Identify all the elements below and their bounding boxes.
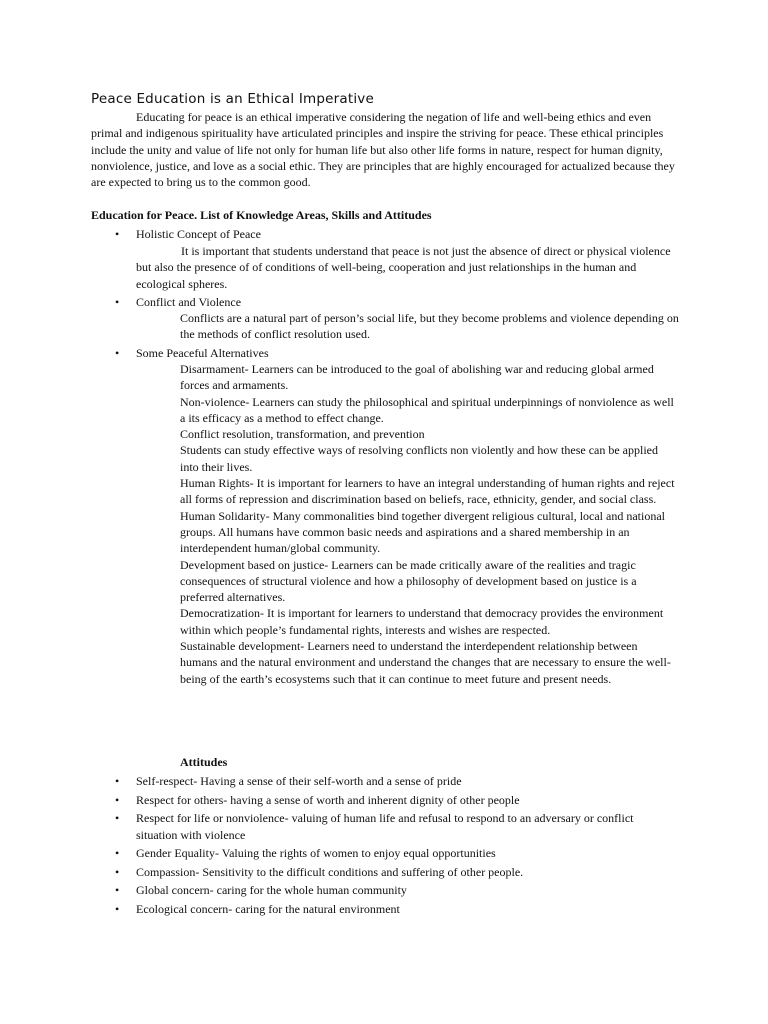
bullet-icon: • bbox=[115, 295, 120, 309]
bullet-icon: • bbox=[115, 846, 120, 860]
attitudes-heading: Attitudes bbox=[180, 755, 228, 769]
section-heading: Education for Peace. List of Knowledge Areas, Skills and Attitudes bbox=[91, 208, 432, 222]
list-item bbox=[115, 882, 675, 899]
alternative-students-study: Students can study effective ways of resolving conflicts non violently and how these can be applied into their lives. bbox=[180, 443, 658, 474]
bullet-label-alternatives: Some Peaceful Alternatives bbox=[136, 346, 269, 360]
knowledge-list-alternatives bbox=[115, 345, 675, 361]
bullet-icon: • bbox=[115, 346, 120, 360]
attitude-respect-life: Respect for life or nonviolence- valuing of human life and refusal to respond to an adversary or conflict situation with violence bbox=[136, 811, 634, 842]
attitude-respect-others: Respect for others- having a sense of worth and inherent dignity of other people bbox=[136, 792, 520, 807]
list-item bbox=[115, 773, 675, 790]
attitude-compassion: Compassion- Sensitivity to the difficult conditions and suffering of other people. bbox=[136, 864, 524, 879]
list-item bbox=[115, 845, 675, 862]
holistic-description: It is important that students understand that peace is not just the absence of direct or physical violence but also the presence of of conditions of well-being, cooperation and just relationships in the human and ecological spheres. bbox=[136, 244, 671, 291]
attitude-ecological-concern: Ecological concern- caring for the natural environment bbox=[136, 901, 400, 916]
alternative-conflict-resolution: Conflict resolution, transformation, and prevention bbox=[180, 427, 425, 442]
alternative-human-rights: Human Rights- It is important for learners to have an integral understanding of human rights and reject all forms of repression and discrimination based on beliefs, race, ethnicity, gender, and social class. bbox=[180, 476, 675, 507]
intro-paragraph: Educating for peace is an ethical imperative considering the negation of life and well-being ethics and even primal and indigenous spirituality have articulated principles and inspire the striving for peace. These ethical principles include the unity and value of life not only for human life but also other life forms in nature, respect for human dignity, nonviolence, justice, and love as a social ethic. They are principles that are highly encouraged for actualized because they are expected to bring us to the common good. bbox=[91, 110, 675, 190]
list-item bbox=[115, 864, 675, 881]
alternative-disarmament: Disarmament- Learners can be introduced to the goal of abolishing war and reducing global armed forces and armaments. bbox=[180, 362, 654, 393]
list-item bbox=[115, 901, 675, 918]
bullet-icon: • bbox=[115, 864, 120, 879]
knowledge-list-conflict bbox=[115, 294, 675, 310]
alternative-democratization: Democratization- It is important for learners to understand that democracy provides the environment within which people’s fundamental rights, interests and wishes are respected. bbox=[180, 606, 664, 637]
bullet-icon: • bbox=[115, 883, 120, 897]
alternative-development-justice: Development based on justice- Learners can be made critically aware of the realities and tragic consequences of structural violence and how a philosophy of development based on justice is a preferred alternatives. bbox=[180, 557, 637, 605]
bullet-label-holistic: Holistic Concept of Peace bbox=[136, 227, 261, 241]
bullet-label-conflict: Conflict and Violence bbox=[136, 295, 242, 309]
list-item bbox=[115, 294, 675, 310]
conflict-description: Conflicts are a natural part of person’s social life, but they become problems and violence depending on the methods of conflict resolution used. bbox=[180, 311, 679, 342]
alternative-human-solidarity: Human Solidarity- Many commonalities bind together divergent religious cultural, local and national groups. All humans have common basic needs and aspirations and a shared membership in an interdependent human/global community. bbox=[180, 508, 665, 556]
bullet-icon: • bbox=[115, 227, 120, 241]
bullet-icon: • bbox=[115, 792, 120, 807]
attitude-global-concern: Global concern- caring for the whole human community bbox=[136, 883, 407, 897]
list-item bbox=[115, 792, 675, 809]
list-item bbox=[115, 810, 675, 843]
alternative-non-violence: Non-violence- Learners can study the philosophical and spiritual underpinnings of nonviolence as well a its efficacy as a method to effect change. bbox=[180, 394, 674, 425]
knowledge-list-holistic bbox=[115, 226, 675, 242]
attitude-gender-equality: Gender Equality- Valuing the rights of women to enjoy equal opportunities bbox=[136, 846, 496, 860]
peaceful-alternatives-block bbox=[180, 361, 675, 687]
list-item bbox=[115, 226, 675, 242]
attitudes-list bbox=[115, 773, 675, 919]
alternative-sustainable-development: Sustainable development- Learners need to understand the interdependent relationship between humans and the natural environment and understand the changes that are necessary to ensure the well-being of the earth’s ecosystems such that it can continue to meet future and present needs. bbox=[180, 639, 671, 686]
attitude-self-respect: Self-respect- Having a sense of their self-worth and a sense of pride bbox=[136, 774, 462, 788]
list-item bbox=[115, 345, 675, 361]
bullet-icon: • bbox=[115, 774, 120, 788]
bullet-icon: • bbox=[115, 901, 120, 916]
bullet-icon: • bbox=[115, 811, 120, 825]
page-title: Peace Education is an Ethical Imperative bbox=[91, 91, 374, 107]
